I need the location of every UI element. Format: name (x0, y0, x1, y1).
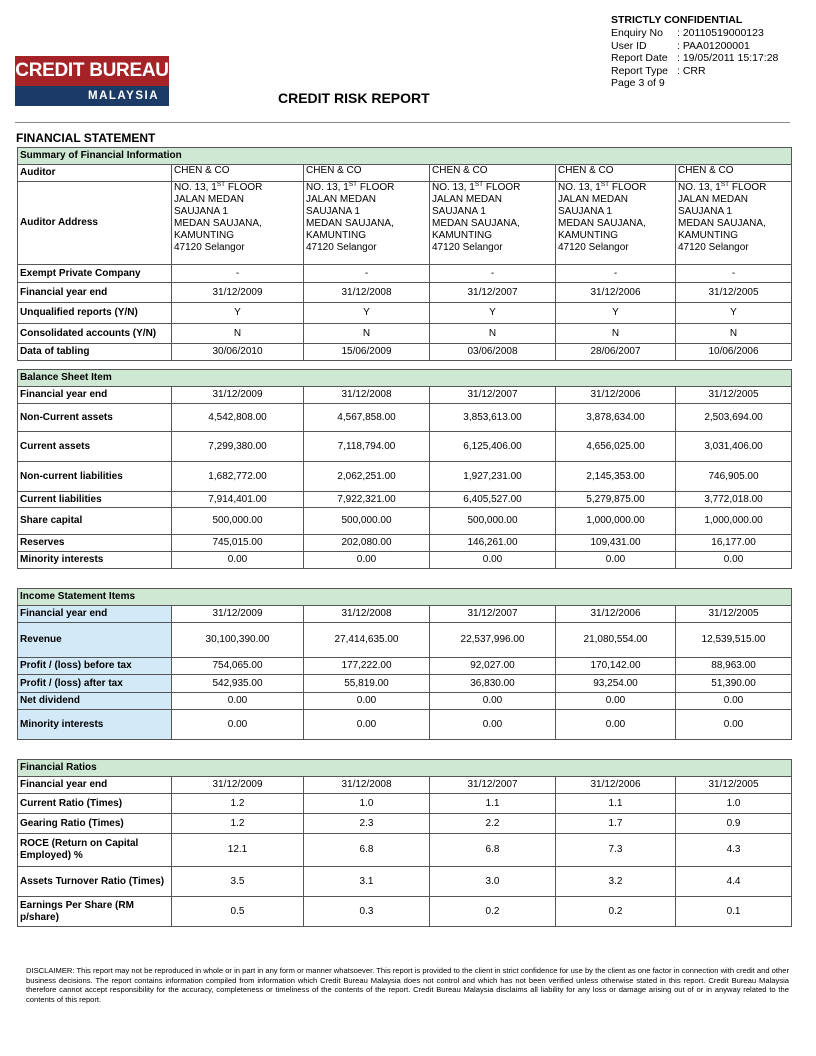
summary-body (18, 265, 792, 361)
value-cell: 500,000.00 (304, 508, 430, 535)
ratios-title: Financial Ratios (18, 760, 792, 777)
address-line1-sup: ST (720, 181, 730, 188)
value-cell: 0.00 (556, 710, 676, 740)
value-cell: 3,772,018.00 (676, 492, 792, 508)
confidential-block (611, 14, 811, 89)
value-cell: 1.1 (556, 794, 676, 814)
value-cell: 55,819.00 (304, 675, 430, 693)
table-row (18, 432, 792, 462)
row-label: Gearing Ratio (Times) (18, 814, 172, 834)
value-cell: 0.00 (304, 693, 430, 710)
value-cell: 31/12/2005 (676, 606, 792, 623)
value-cell: 2,062,251.00 (304, 462, 430, 492)
balance-body (18, 387, 792, 569)
value-cell: 31/12/2008 (304, 777, 430, 794)
address-line1-pre: NO. 13, 1 (678, 182, 721, 193)
value-cell: 0.00 (172, 693, 304, 710)
value-cell: 3,853,613.00 (430, 404, 556, 432)
value-cell: 2,503,694.00 (676, 404, 792, 432)
value-cell: N (304, 324, 430, 344)
value-cell: 4.4 (676, 867, 792, 897)
row-label: Data of tabling (18, 344, 172, 361)
value-cell: 0.3 (304, 897, 430, 927)
address-line: MEDAN SAUJANA, (432, 218, 520, 229)
auditor-address-cell (676, 182, 792, 265)
value-cell: Y (172, 303, 304, 324)
value-cell: 146,261.00 (430, 535, 556, 552)
value-cell: 6.8 (430, 834, 556, 867)
table-row (18, 710, 792, 740)
value-cell: 22,537,996.00 (430, 623, 556, 658)
value-cell: 1.7 (556, 814, 676, 834)
value-cell: 27,414,635.00 (304, 623, 430, 658)
address-line: SAUJANA 1 (174, 206, 228, 217)
value-cell: 0.00 (172, 552, 304, 569)
value-cell: Y (304, 303, 430, 324)
meta-key: Report Date (611, 52, 668, 65)
value-cell: 03/06/2008 (430, 344, 556, 361)
address-line: JALAN MEDAN (174, 194, 245, 205)
value-cell: 31/12/2009 (172, 283, 304, 303)
ratios-header-row (18, 760, 792, 777)
address-line: SAUJANA 1 (678, 206, 732, 217)
row-label: ROCE (Return on Capital Employed) % (18, 834, 172, 867)
value-cell: 31/12/2005 (676, 387, 792, 404)
summary-title: Summary of Financial Information (18, 148, 792, 165)
meta-value: : 19/05/2011 15:17:28 (677, 52, 779, 65)
table-row (18, 658, 792, 675)
value-cell: 0.00 (430, 693, 556, 710)
address-line: SAUJANA 1 (432, 206, 486, 217)
address-line: KAMUNTING (558, 230, 618, 241)
value-cell: 0.9 (676, 814, 792, 834)
value-cell: 754,065.00 (172, 658, 304, 675)
row-label: Auditor (18, 165, 172, 182)
value-cell: 31/12/2006 (556, 777, 676, 794)
value-cell: 1,682,772.00 (172, 462, 304, 492)
value-cell: 92,027.00 (430, 658, 556, 675)
address-line: SAUJANA 1 (306, 206, 360, 217)
table-row (18, 404, 792, 432)
value-cell: 6,405,527.00 (430, 492, 556, 508)
value-cell: 51,390.00 (676, 675, 792, 693)
address-line: KAMUNTING (432, 230, 492, 241)
value-cell: 6.8 (304, 834, 430, 867)
value-cell: 31/12/2009 (172, 777, 304, 794)
value-cell: 0.00 (676, 693, 792, 710)
meta-key: User ID (611, 39, 647, 52)
value-cell: 31/12/2005 (676, 283, 792, 303)
table-row (18, 552, 792, 569)
income-statement-table (17, 588, 792, 740)
value-cell: 2,145,353.00 (556, 462, 676, 492)
row-label: Profit / (loss) after tax (18, 675, 172, 693)
value-cell: 0.00 (430, 552, 556, 569)
value-cell: 2.2 (430, 814, 556, 834)
summary-table (17, 147, 792, 361)
value-cell: 500,000.00 (172, 508, 304, 535)
value-cell: 31/12/2009 (172, 387, 304, 404)
balance-title: Balance Sheet Item (18, 370, 792, 387)
address-line: 47120 Selangor (432, 242, 503, 253)
value-cell: 31/12/2008 (304, 283, 430, 303)
table-row (18, 283, 792, 303)
address-line (558, 182, 673, 194)
auditor-address-row (18, 182, 792, 265)
address-line1-sup: ST (600, 181, 610, 188)
value-cell: 3,878,634.00 (556, 404, 676, 432)
value-cell: 7.3 (556, 834, 676, 867)
page-number: Page 3 of 9 (611, 77, 665, 90)
row-label: Auditor Address (18, 182, 172, 265)
auditor-cell: CHEN & CO (556, 165, 676, 182)
value-cell: 93,254.00 (556, 675, 676, 693)
table-row (18, 897, 792, 927)
value-cell: - (172, 265, 304, 283)
row-label: Share capital (18, 508, 172, 535)
value-cell: - (676, 265, 792, 283)
value-cell: 7,922,321.00 (304, 492, 430, 508)
value-cell: 1.0 (676, 794, 792, 814)
address-line1-pre: NO. 13, 1 (174, 182, 217, 193)
value-cell: 6,125,406.00 (430, 432, 556, 462)
value-cell: - (430, 265, 556, 283)
address-line (678, 182, 789, 194)
address-line: MEDAN SAUJANA, (174, 218, 262, 229)
value-cell: 170,142.00 (556, 658, 676, 675)
value-cell: N (676, 324, 792, 344)
table-row (18, 794, 792, 814)
value-cell: 4,542,808.00 (172, 404, 304, 432)
address-line: JALAN MEDAN (558, 194, 629, 205)
meta-row (611, 27, 811, 39)
address-line1-sup: ST (474, 181, 484, 188)
auditor-address-cell (304, 182, 430, 265)
value-cell: 30/06/2010 (172, 344, 304, 361)
meta-key: Report Type (611, 64, 669, 77)
value-cell: 3.1 (304, 867, 430, 897)
table-row (18, 387, 792, 404)
address-line: KAMUNTING (306, 230, 366, 241)
address-line: JALAN MEDAN (432, 194, 503, 205)
meta-row (611, 52, 811, 64)
value-cell: 1.2 (172, 794, 304, 814)
value-cell: 7,299,380.00 (172, 432, 304, 462)
value-cell: 2.3 (304, 814, 430, 834)
value-cell: 5,279,875.00 (556, 492, 676, 508)
address-line1-post: FLOOR (609, 182, 647, 193)
value-cell: 0.2 (430, 897, 556, 927)
income-body (18, 606, 792, 740)
address-line: MEDAN SAUJANA, (558, 218, 646, 229)
value-cell: 4,656,025.00 (556, 432, 676, 462)
value-cell: 30,100,390.00 (172, 623, 304, 658)
table-row (18, 867, 792, 897)
value-cell: 0.00 (172, 710, 304, 740)
value-cell: 21,080,554.00 (556, 623, 676, 658)
meta-key: Enquiry No (611, 27, 663, 40)
row-label: Exempt Private Company (18, 265, 172, 283)
value-cell: 0.00 (430, 710, 556, 740)
row-label: Financial year end (18, 606, 172, 623)
row-label: Minority interests (18, 552, 172, 569)
value-cell: 31/12/2007 (430, 606, 556, 623)
row-label: Non-Current assets (18, 404, 172, 432)
value-cell: 0.00 (304, 710, 430, 740)
credit-bureau-logo (15, 56, 169, 106)
value-cell: Y (430, 303, 556, 324)
address-line1-pre: NO. 13, 1 (306, 182, 349, 193)
value-cell: 177,222.00 (304, 658, 430, 675)
confidential-heading: STRICTLY CONFIDENTIAL (611, 14, 743, 26)
value-cell: 31/12/2007 (430, 387, 556, 404)
value-cell: 1,000,000.00 (556, 508, 676, 535)
value-cell: 0.1 (676, 897, 792, 927)
value-cell: 1,000,000.00 (676, 508, 792, 535)
meta-value: : CRR (677, 64, 706, 77)
value-cell: 745,015.00 (172, 535, 304, 552)
address-line: 47120 Selangor (678, 242, 749, 253)
value-cell: 109,431.00 (556, 535, 676, 552)
row-label: Revenue (18, 623, 172, 658)
row-label: Unqualified reports (Y/N) (18, 303, 172, 324)
row-label: Current assets (18, 432, 172, 462)
value-cell: 31/12/2009 (172, 606, 304, 623)
address-line: 47120 Selangor (306, 242, 377, 253)
address-line: 47120 Selangor (174, 242, 245, 253)
table-row (18, 344, 792, 361)
value-cell: 542,935.00 (172, 675, 304, 693)
row-label: Net dividend (18, 693, 172, 710)
value-cell: 0.00 (676, 552, 792, 569)
row-label: Assets Turnover Ratio (Times) (18, 867, 172, 897)
value-cell: N (556, 324, 676, 344)
row-label: Current liabilities (18, 492, 172, 508)
address-line: MEDAN SAUJANA, (306, 218, 394, 229)
value-cell: Y (676, 303, 792, 324)
value-cell: 31/12/2005 (676, 777, 792, 794)
table-row (18, 675, 792, 693)
address-line: 47120 Selangor (558, 242, 629, 253)
value-cell: - (556, 265, 676, 283)
value-cell: 4,567,858.00 (304, 404, 430, 432)
row-label: Non-current liabilities (18, 462, 172, 492)
value-cell: 3.0 (430, 867, 556, 897)
table-row (18, 814, 792, 834)
value-cell: 12.1 (172, 834, 304, 867)
table-row (18, 508, 792, 535)
auditor-cell: CHEN & CO (430, 165, 556, 182)
auditor-address-cell (172, 182, 304, 265)
value-cell: 0.00 (556, 693, 676, 710)
auditor-cell: CHEN & CO (304, 165, 430, 182)
value-cell: Y (556, 303, 676, 324)
address-line: KAMUNTING (678, 230, 738, 241)
value-cell: 1.2 (172, 814, 304, 834)
value-cell: 31/12/2006 (556, 606, 676, 623)
value-cell: 0.00 (676, 710, 792, 740)
ratios-body (18, 777, 792, 927)
address-line: KAMUNTING (174, 230, 234, 241)
income-header-row (18, 589, 792, 606)
row-label: Profit / (loss) before tax (18, 658, 172, 675)
table-row (18, 623, 792, 658)
logo-text-top: CREDIT BUREAU (15, 56, 169, 86)
address-line1-post: FLOOR (357, 182, 395, 193)
balance-sheet-table (17, 369, 792, 569)
value-cell: 1.1 (430, 794, 556, 814)
address-line: JALAN MEDAN (678, 194, 749, 205)
row-label: Earnings Per Share (RM p/share) (18, 897, 172, 927)
row-label: Minority interests (18, 710, 172, 740)
row-label: Consolidated accounts (Y/N) (18, 324, 172, 344)
header-divider (15, 122, 790, 123)
value-cell: 16,177.00 (676, 535, 792, 552)
auditor-cell: CHEN & CO (172, 165, 304, 182)
address-line: SAUJANA 1 (558, 206, 612, 217)
value-cell: 3.2 (556, 867, 676, 897)
value-cell: 746,905.00 (676, 462, 792, 492)
auditor-address-cell (430, 182, 556, 265)
address-line: MEDAN SAUJANA, (678, 218, 766, 229)
address-line (432, 182, 553, 194)
table-row (18, 462, 792, 492)
report-title: CREDIT RISK REPORT (278, 90, 430, 106)
auditor-address-cell (556, 182, 676, 265)
value-cell: N (172, 324, 304, 344)
value-cell: 3,031,406.00 (676, 432, 792, 462)
table-row (18, 303, 792, 324)
meta-row (611, 40, 811, 52)
financial-ratios-table (17, 759, 792, 927)
table-row (18, 834, 792, 867)
value-cell: 0.5 (172, 897, 304, 927)
table-row (18, 693, 792, 710)
logo-text-bottom: MALAYSIA (15, 86, 169, 106)
value-cell: 500,000.00 (430, 508, 556, 535)
value-cell: 3.5 (172, 867, 304, 897)
value-cell: 1,927,231.00 (430, 462, 556, 492)
value-cell: 31/12/2008 (304, 606, 430, 623)
value-cell: 31/12/2006 (556, 387, 676, 404)
value-cell: 4.3 (676, 834, 792, 867)
table-row (18, 492, 792, 508)
row-label: Current Ratio (Times) (18, 794, 172, 814)
table-row (18, 265, 792, 283)
address-line1-pre: NO. 13, 1 (432, 182, 475, 193)
value-cell: 10/06/2006 (676, 344, 792, 361)
table-row (18, 535, 792, 552)
value-cell: 0.00 (556, 552, 676, 569)
address-line1-sup: ST (216, 181, 226, 188)
address-line1-post: FLOOR (483, 182, 521, 193)
value-cell: 31/12/2008 (304, 387, 430, 404)
auditor-row (18, 165, 792, 182)
section-title: FINANCIAL STATEMENT (16, 131, 156, 145)
value-cell: 31/12/2007 (430, 777, 556, 794)
value-cell: 28/06/2007 (556, 344, 676, 361)
row-label: Financial year end (18, 283, 172, 303)
value-cell: 1.0 (304, 794, 430, 814)
value-cell: 88,963.00 (676, 658, 792, 675)
value-cell: 15/06/2009 (304, 344, 430, 361)
row-label: Reserves (18, 535, 172, 552)
value-cell: 0.2 (556, 897, 676, 927)
address-line1-post: FLOOR (729, 182, 767, 193)
value-cell: 36,830.00 (430, 675, 556, 693)
value-cell: 12,539,515.00 (676, 623, 792, 658)
value-cell: 31/12/2007 (430, 283, 556, 303)
row-label: Financial year end (18, 777, 172, 794)
value-cell: 31/12/2006 (556, 283, 676, 303)
row-label: Financial year end (18, 387, 172, 404)
address-line1-sup: ST (348, 181, 358, 188)
value-cell: 202,080.00 (304, 535, 430, 552)
address-line: JALAN MEDAN (306, 194, 377, 205)
value-cell: 7,118,794.00 (304, 432, 430, 462)
address-line (306, 182, 427, 194)
meta-value: : PAA01200001 (677, 39, 750, 52)
value-cell: - (304, 265, 430, 283)
meta-row (611, 65, 811, 77)
value-cell: 0.00 (304, 552, 430, 569)
table-row (18, 777, 792, 794)
address-line (174, 182, 301, 194)
meta-value: : 20110519000123 (677, 27, 764, 40)
value-cell: 7,914,401.00 (172, 492, 304, 508)
address-line1-post: FLOOR (225, 182, 263, 193)
value-cell: N (430, 324, 556, 344)
auditor-cell: CHEN & CO (676, 165, 792, 182)
table-row (18, 606, 792, 623)
disclaimer-text: DISCLAIMER: This report may not be reproduced in whole or in part in any form or manner whatsoever. This report is provided to the client in strict confidence for use by the client as one factor in connection with credit and other business decisions. The report contains information compiled from information which Credit Bureau Malaysia does not control and which has not been verified unless otherwise stated in this report. Credit Bureau Malaysia therefore cannot accept responsibility for the accuracy, completeness or timeliness of the contents of the report. Credit Bureau Malaysia disclaims all liability for any loss or damage arising out of or in anyway related to the contents of this report. (26, 966, 789, 1004)
table-row (18, 324, 792, 344)
address-line1-pre: NO. 13, 1 (558, 182, 601, 193)
balance-header-row (18, 370, 792, 387)
income-title: Income Statement Items (18, 589, 792, 606)
summary-header-row (18, 148, 792, 165)
